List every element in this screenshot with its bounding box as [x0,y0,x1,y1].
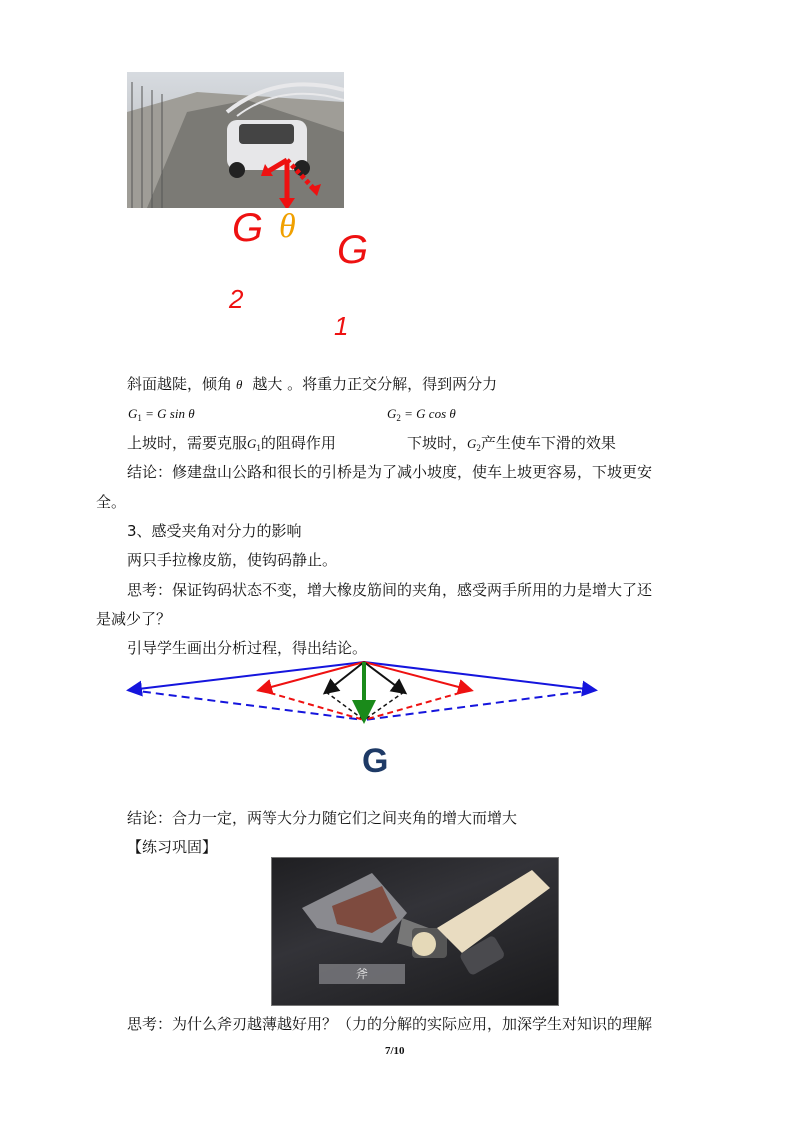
guide-text: 引导学生画出分析过程，得出结论。 [127,639,368,657]
downhill-text: 下坡时，$G_2$产生使车下滑的效果 [407,434,616,453]
uphill-text: 上坡时，需要克服$G_1$的阻碍作用 [127,434,336,453]
axe-photo [271,857,559,1006]
label-g1-sub: 1 [334,311,349,341]
conclusion1-line2: 全。 [96,493,127,511]
diagram-g-label: G [362,742,389,780]
formula-g2: $G_2 = G$ cos θ [387,406,456,423]
label-g1-letter: G [337,228,369,272]
page-number: 7/10 [385,1045,405,1057]
think2-text: 思考：为什么斧刃越薄越好用？（力的分解的实际应用，加深学生对知识的理解 [127,1015,653,1033]
force-decomposition-diagram [120,652,610,732]
label-g2-letter: G [232,206,264,250]
conclusion2-text: 结论：合力一定，两等大分力随它们之间夹角的增大而增大 [127,809,518,827]
label-theta: θ [279,208,296,245]
para-steepness: 斜面越陡，倾角 θ 越大 。将重力正交分解，得到两分力 [127,375,498,393]
conclusion1-line1: 结论：修建盘山公路和很长的引桥是为了减小坡度，使车上坡更容易，下坡更安 [127,463,653,481]
car-slope-illustration [127,72,344,208]
axe-illustration [272,858,558,1005]
section-3-heading: 3、感受夹角对分力的影响 [127,522,302,540]
formula-g1: $G_1 = G$ sin θ [128,406,195,423]
label-g2-sub: 2 [229,284,244,314]
car-slope-photo [127,72,344,208]
rubber-band-text: 两只手拉橡皮筋，使钩码静止。 [127,551,338,569]
think1-line2: 是减少了？ [96,610,172,628]
practice-heading: 【练习巩固】 [127,838,218,856]
axe-caption: 斧 [319,964,405,984]
think1-line1: 思考：保证钩码状态不变，增大橡皮筋间的夹角，感受两手所用的力是增大了还 [127,581,653,599]
